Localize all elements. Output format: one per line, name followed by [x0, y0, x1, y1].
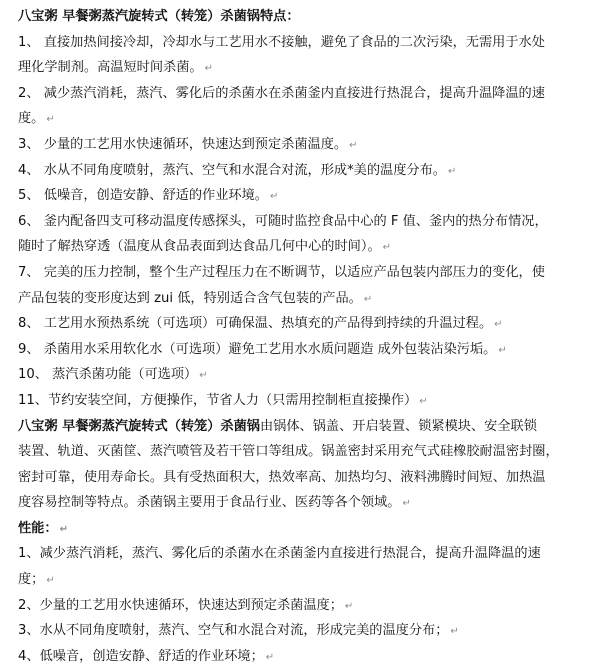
description-text: 密封可靠，使用寿命长。具有受热面积大，热效率高、加热均匀、液料沸腾时间短、加热温 [18, 469, 546, 485]
feature-line [18, 260, 596, 286]
feature-line [18, 132, 596, 158]
description-line [18, 414, 596, 440]
paragraph-mark: ↵ [46, 114, 55, 126]
line-text: 11、节约安装空间，方便操作，节省人力（只需用控制柜直接操作） [18, 392, 418, 408]
feature-line [18, 158, 596, 184]
line-text: 理化学制剂。高温短时间杀菌。 [18, 60, 203, 76]
paragraph-mark: ↵ [494, 319, 503, 331]
paragraph-mark: ↵ [419, 395, 428, 407]
feature-line [18, 362, 596, 388]
line-text: 8、 工艺用水预热系统（可选项）可确保温、热填充的产品得到持续的升温过程。 [18, 316, 493, 332]
line-text: 3、 少量的工艺用水快速循环，快速达到预定杀菌温度。 [18, 136, 348, 152]
description-line [18, 439, 596, 465]
feature-line [18, 55, 596, 81]
feature-line [18, 286, 596, 312]
feature-line [18, 388, 596, 414]
paragraph-mark: ↵ [59, 523, 68, 535]
description-line [18, 490, 596, 516]
line-text: 产品包装的变形度达到 zui 低，特别适合含气包装的产品。 [18, 290, 362, 306]
line-text: 随时了解热穿透（温度从食品表面到达食品几何中心的时间）。 [18, 239, 381, 255]
heading-text: 性能： [18, 520, 58, 536]
paragraph-mark: ↵ [448, 165, 457, 177]
paragraph-mark: ↵ [344, 600, 354, 612]
line-text: 4、低噪音，创造安静、舒适的作业环境； [18, 648, 264, 664]
paragraph-mark: ↵ [402, 498, 411, 510]
feature-line [18, 81, 596, 107]
paragraph-mark: ↵ [46, 575, 55, 587]
line-text: 3、水从不同角度喷射，蒸汽、空气和水混合对流，形成完美的温度分布； [18, 623, 449, 639]
paragraph-mark: ↵ [199, 370, 208, 382]
performance-heading [18, 516, 596, 542]
line-text: 度。 [18, 111, 45, 127]
line-text: 1、减少蒸汽消耗，蒸汽、雾化后的杀菌水在杀菌釜内直接进行热混合，提高升温降温的速 [18, 546, 541, 562]
performance-line [18, 541, 596, 567]
performance-line [18, 593, 596, 619]
line-text: 6、 釜内配备四支可移动温度传感探头，可随时监控食品中心的 F 值、釜内的热分布情况， [18, 213, 548, 229]
line-text: 5、 低噪音，创造安静、舒适的作业环境。 [18, 188, 268, 204]
performance-line [18, 644, 596, 670]
description-text: 装置、轨道、灭菌筐、蒸汽喷管及若干管口等组成。锅盖密封采用充气式硅橡胶耐温密封圈， [18, 444, 559, 460]
line-text: 10、 蒸汽杀菌功能（可选项） [18, 367, 198, 383]
line-text: 9、 杀菌用水采用软化水（可选项）避免工艺用水水质问题造 成外包装沾染污垢。 [18, 341, 497, 357]
paragraph-mark: ↵ [204, 63, 214, 75]
paragraph-mark: ↵ [349, 139, 358, 151]
feature-line [18, 209, 596, 235]
paragraph-mark: ↵ [498, 344, 507, 356]
description-paragraph [18, 414, 596, 516]
feature-list [18, 30, 596, 414]
paragraph-mark: ↵ [450, 626, 459, 638]
line-text: 7、 完美的压力控制，整个生产过程压力在不断调节，以适应产品包装内部压力的变化，使 [18, 264, 545, 280]
paragraph-mark: ↵ [269, 191, 279, 203]
line-text: 1、 直接加热间接冷却，冷却水与工艺用水不接触，避免了食品的二次污染，无需用于水处 [18, 34, 545, 50]
feature-line [18, 234, 596, 260]
line-text: 2、 减少蒸汽消耗，蒸汽、雾化后的杀菌水在杀菌釜内直接进行热混合，提高升温降温的速 [18, 85, 545, 101]
title-text: 八宝粥 早餐粥蒸汽旋转式（转笼）杀菌锅特点： [18, 9, 300, 24]
feature-line [18, 183, 596, 209]
description-text: 由锅体、锅盖、开启装置、锁紧模块、安全联锁 [259, 418, 537, 434]
feature-line [18, 30, 596, 56]
performance-section [18, 516, 596, 670]
feature-line [18, 106, 596, 132]
description-line [18, 465, 596, 491]
description-text: 度容易控制等特点。杀菌锅主要用于食品行业、医药等各个领域。 [18, 495, 401, 511]
feature-line [18, 311, 596, 337]
description-lead: 八宝粥 早餐粥蒸汽旋转式（转笼）杀菌锅 [18, 418, 260, 434]
feature-line [18, 337, 596, 363]
document-title [18, 4, 596, 30]
line-text: 度； [18, 572, 45, 588]
paragraph-mark: ↵ [382, 242, 392, 254]
paragraph-mark: ↵ [363, 293, 373, 305]
line-text: 2、少量的工艺用水快速循环，快速达到预定杀菌温度； [18, 597, 343, 613]
line-text: 4、 水从不同角度喷射，蒸汽、空气和水混合对流，形成*美的温度分布。 [18, 162, 446, 178]
performance-line [18, 618, 596, 644]
paragraph-mark: ↵ [265, 651, 275, 663]
performance-line [18, 567, 596, 593]
